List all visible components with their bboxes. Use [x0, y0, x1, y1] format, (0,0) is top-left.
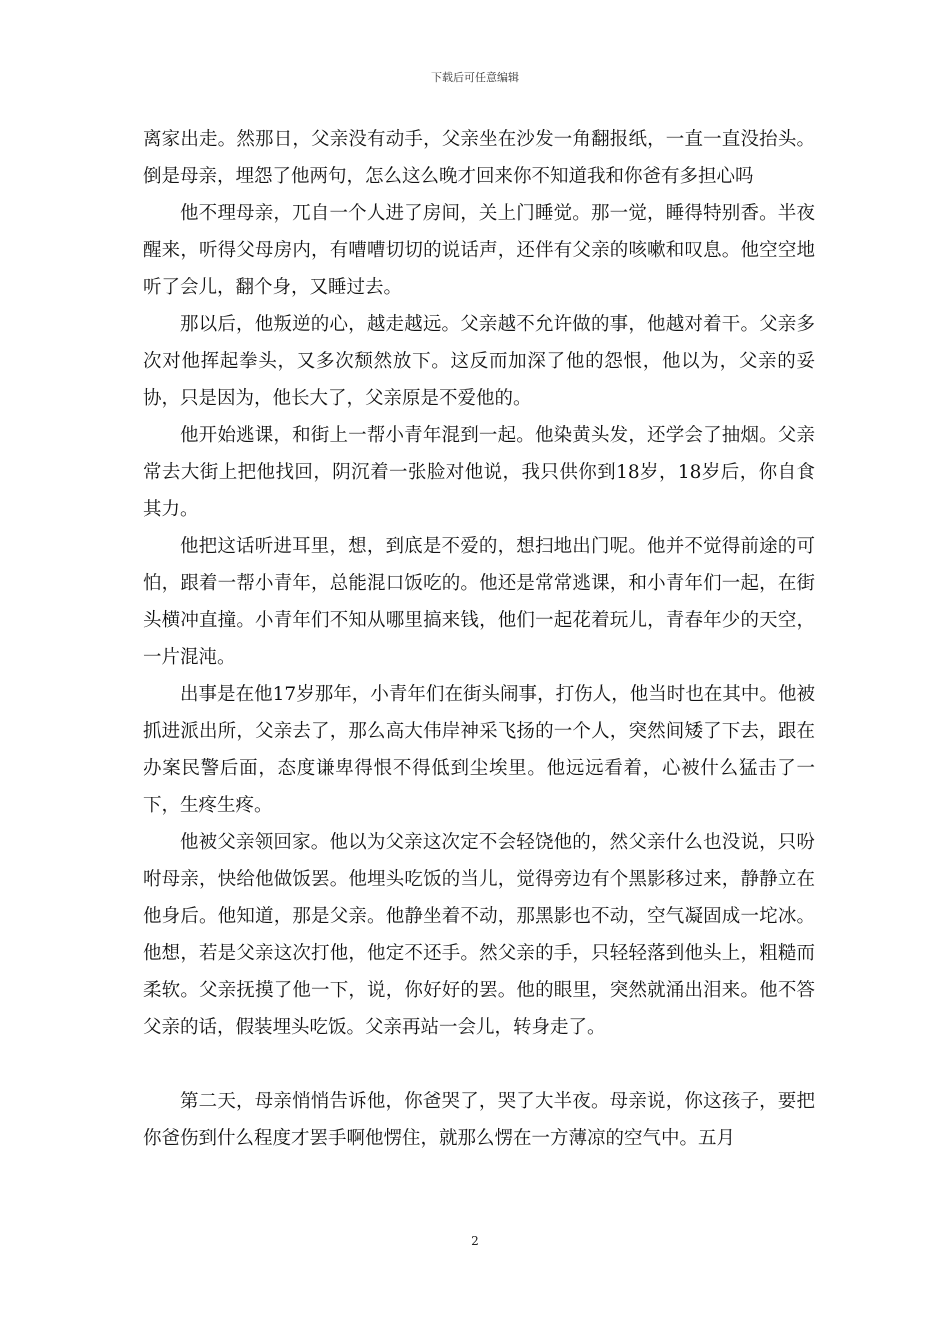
paragraph: 他把这话听进耳里，想，到底是不爱的，想扫地出门呢。他并不觉得前途的可怕，跟着一帮小青年，总能混口饭吃的。他还是常常逃课，和小青年们一起，在街头横冲直撞。小青年们不知从哪里搞来钱，他们一起花着玩儿，青春年少的天空，一片混沌。: [143, 536, 815, 668]
paragraph: 他不理母亲，兀自一个人进了房间，关上门睡觉。那一觉，睡得特别香。半夜醒来，听得父母房内，有嘈嘈切切的说话声，还伴有父亲的咳嗽和叹息。他空空地听了会儿，翻个身，又睡过去。: [143, 203, 815, 298]
paragraph: 那以后，他叛逆的心，越走越远。父亲越不允许做的事，他越对着干。父亲多次对他挥起拳头，又多次颓然放下。这反而加深了他的怨恨，他以为，父亲的妥协，只是因为，他长大了，父亲原是不爱他的。: [143, 314, 815, 409]
paragraph: 他开始逃课，和街上一帮小青年混到一起。他染黄头发，还学会了抽烟。父亲常去大街上把他找回，阴沉着一张脸对他说，我只供你到18岁，18岁后，你自食其力。: [143, 425, 815, 520]
paragraph: 他被父亲领回家。他以为父亲这次定不会轻饶他的，然父亲什么也没说，只吩咐母亲，快给他做饭罢。他埋头吃饭的当儿，觉得旁边有个黑影移过来，静静立在他身后。他知道，那是父亲。他静坐着不动，那黑影也不动，空气凝固成一坨冰。他想，若是父亲这次打他，他定不还手。然父亲的手，只轻轻落到他头上，粗糙而柔软。父亲抚摸了他一下，说，你好好的罢。他的眼里，突然就涌出泪来。他不答父亲的话，假装埋头吃饭。父亲再站一会儿，转身走了。: [143, 832, 815, 1038]
page-number: 2: [471, 1234, 479, 1248]
page-header: 下载后可任意编辑: [431, 71, 519, 84]
paragraph: 出事是在他17岁那年，小青年们在街头闹事，打伤人，他当时也在其中。他被抓进派出所，父亲去了，那么高大伟岸神采飞扬的一个人，突然间矮了下去，跟在办案民警后面，态度谦卑得恨不得低到尘埃里。他远远看着，心被什么猛击了一下，生疼生疼。: [143, 684, 815, 816]
paragraph: 离家出走。然那日，父亲没有动手，父亲坐在沙发一角翻报纸，一直一直没抬头。倒是母亲，埋怨了他两句，怎么这么晚才回来你不知道我和你爸有多担心吗: [143, 129, 815, 187]
paragraph: 第二天，母亲悄悄告诉他，你爸哭了，哭了大半夜。母亲说，你这孩子，要把你爸伤到什么程度才罢手啊他愣住，就那么愣在一方薄凉的空气中。五月: [143, 1091, 815, 1149]
document-body: [143, 121, 815, 1157]
